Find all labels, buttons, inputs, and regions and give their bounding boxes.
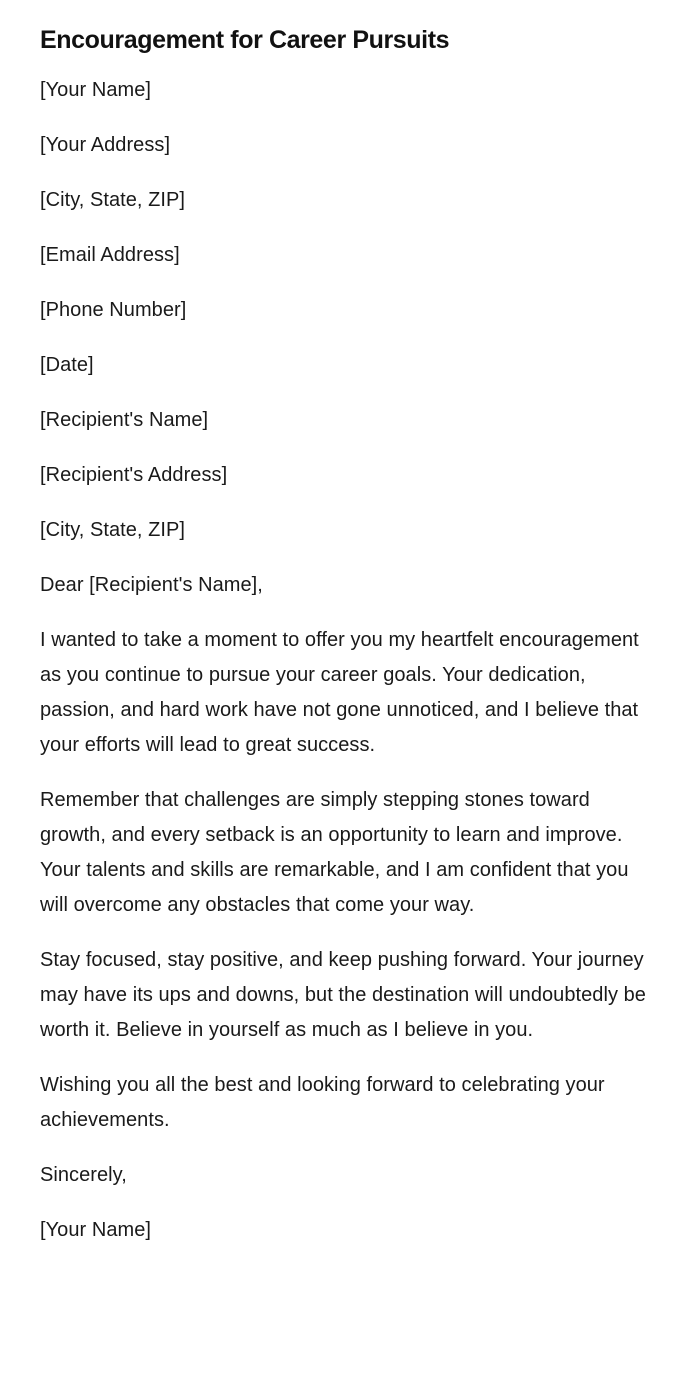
body-paragraph: I wanted to take a moment to offer you my heartfelt encouragement as you continue to pursue your career goals. Your dedication, passion, and hard work have not gone unnoticed, and I believe that your efforts will lead to great success. [40,629,639,756]
closing: Sincerely, [40,1164,127,1186]
body-paragraph: Stay focused, stay positive, and keep pushing forward. Your journey may have its ups and downs, but the destination will undoubtedly be worth it. Believe in yourself as much as I believe in you. [40,949,646,1041]
sender-address: [Your Address] [40,134,171,156]
letter-date: [Date] [40,354,94,376]
body-paragraph: Wishing you all the best and looking forward to celebrating your achievements. [40,1074,605,1131]
recipient-city-state-zip: [City, State, ZIP] [40,519,186,541]
body-paragraph: Remember that challenges are simply stepping stones toward growth, and every setback is an opportunity to learn and improve. Your talents and skills are remarkable, and I am confident that you will overcome any obstacles that come your way. [40,789,629,916]
recipient-name: [Recipient's Name] [40,409,209,431]
sender-name: [Your Name] [40,79,151,101]
letter-title: Encouragement for Career Pursuits [40,26,450,54]
signature-name: [Your Name] [40,1219,151,1241]
salutation: Dear [Recipient's Name], [40,574,263,596]
sender-phone: [Phone Number] [40,299,187,321]
sender-email: [Email Address] [40,244,180,266]
recipient-address: [Recipient's Address] [40,464,228,486]
sender-city-state-zip: [City, State, ZIP] [40,189,186,211]
